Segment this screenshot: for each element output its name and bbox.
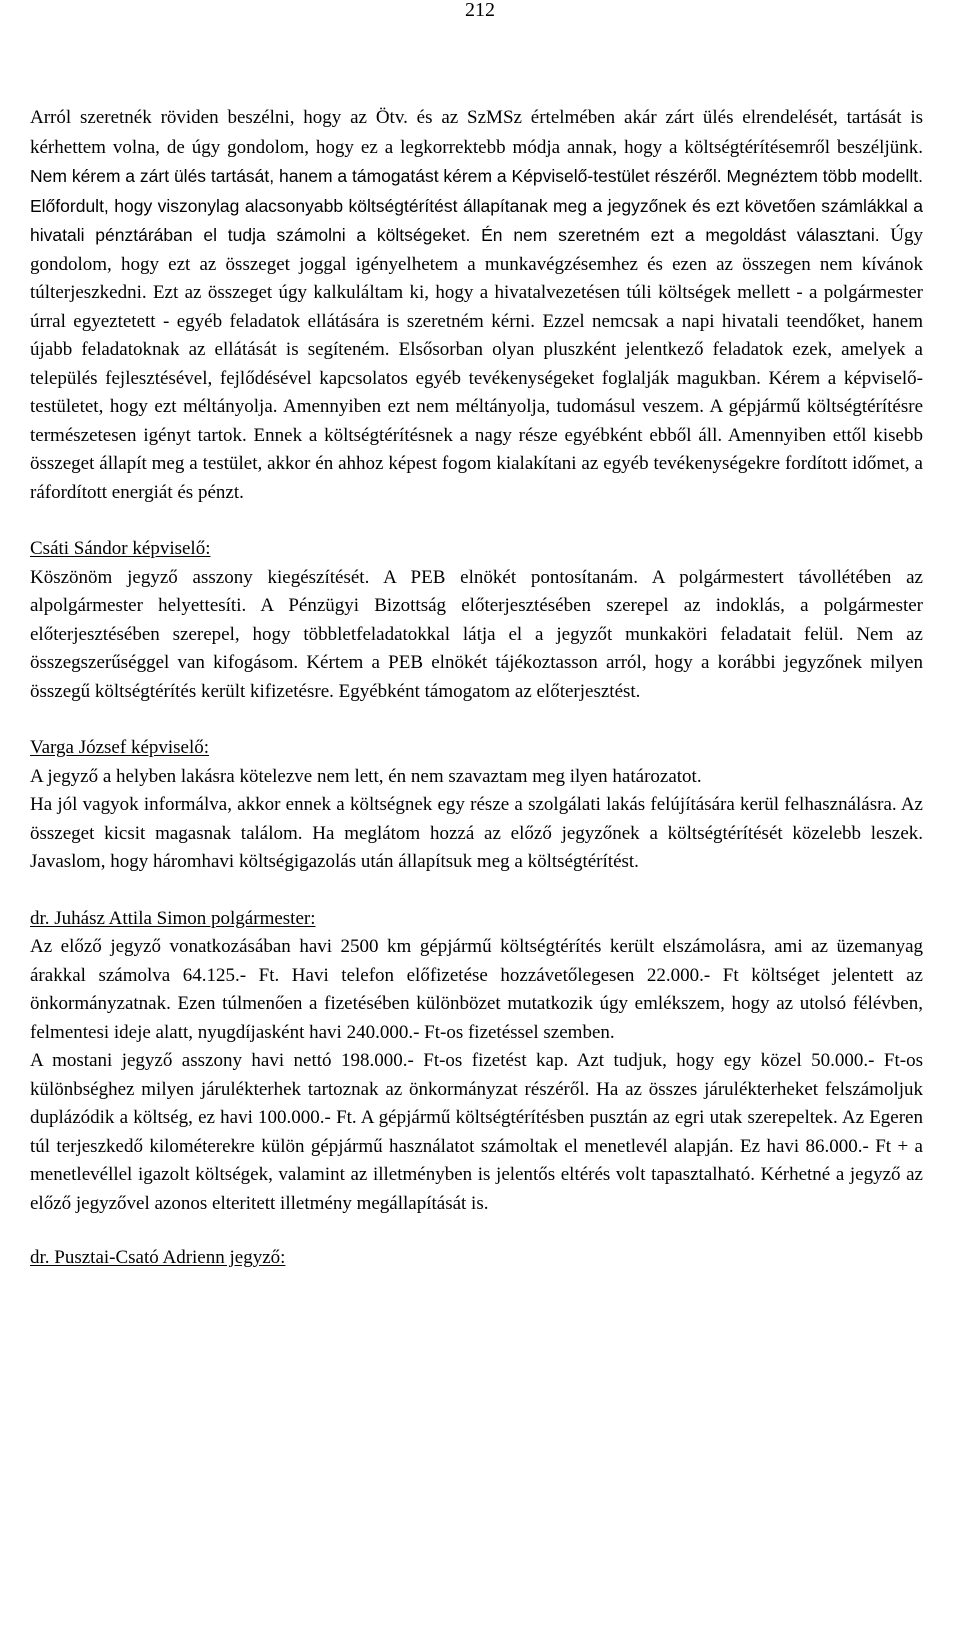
page-number: 212 [465,0,495,21]
section-gap [30,507,923,535]
speech-paragraph: Ha jól vagyok informálva, akkor ennek a költségnek egy része a szolgálati lakás felújítására kerül felhasználásra. Az összeget kicsit magasnak találom. Ha meglátom hozzá az előző jegyzőnek a költségtérítését közelebb leszek. Javaslom, hogy háromhavi költségigazolás után állapítsuk meg a költségtérítést. [30,794,923,872]
intro-text-serif-1: Arról szeretnék röviden beszélni, hogy az Ötv. és az SzMSz értelmében akár zárt ülés elrendelését, tartását is kérhettem volna, de úgy gondolom, hogy ez a legkorrektebb módja annak, hogy a költségtérítésemről beszéljünk. [30,107,923,158]
intro-text-sans: Nem kérem a zárt ülés tartását, hanem a támogatást kérem a Képviselő-testület részéről. Megnéztem több modellt. Előfordult, hogy viszonylag alacsonyabb költségtérítést állapítanak meg a jegyzőnek és ezt követően számlákkal a hivatali pénztárában el tudja számolni a költségeket. Én nem szeretném ezt a megoldást választani. [30,166,923,245]
section-gap [30,706,923,734]
speech-paragraph: A mostani jegyző asszony havi nettó 198.000.- Ft-os fizetést kap. Azt tudjuk, hogy egy közel 50.000.- Ft-os különbséghez milyen járulékterhek tartoznak az önkormányzat részéről. Ha az összes járulékterheket felszámoljuk duplázódik a költség, ez havi 100.000.- Ft. A gépjármű költségtérítésben pusztán az egri utak szerepeltek. Az Egeren túl terjeszkedő kilométerekre külön gépjármű használatot számoltak el menetlevél alapján. Ez havi 86.000.- Ft + a menetlevéllel igazolt költségek, valamint az illetményben is jelentős eltérés volt tapasztalható. Kérhetné a jegyző az előző jegyzővel azonos elteritett illetmény megállapítását is. [30,1050,923,1214]
section-gap [30,877,923,905]
speech-paragraph: Az előző jegyző vonatkozásában havi 2500 km gépjármű költségtérítés került elszámolásra, ami az üzemanyag árakkal számolva 64.125.- Ft. Havi telefon előfizetése hozzávetőlegesen 22.000.- Ft költséget jelentett az önkormányzatnak. Ezen túlmenően a fizetésében különbözet mutatkozik úgy emlékszem, hogy az utolsó félévben, felmentesi ideje alatt, nyugdíjasként havi 240.000.- Ft-os fizetéssel szemben. [30,936,923,1043]
intro-paragraph [30,104,923,507]
intro-text-serif-2: Úgy gondolom, hogy ezt az összeget joggal igényelhetem a munkavégzésemhez és ezen az összegen nem kívánok túlterjeszkedni. Ezt az összeget úgy kalkuláltam ki, hogy a hivatalvezetésen túli költségek mellett - a polgármester úrral egyeztetett - egyéb feladatok ellátására is szeretném kérni. Ezzel nemcsak a napi hivatali teendőket, hanem újabb feladatoknak az ellátását is segíteném. Elsősorban olyan pluszként jelentkező feladatok ezek, amelyek a település fejlesztésével, fejlődésével kapcsolatos egyéb tevékenységeket foglalják magukban. Kérem a képviselő-testületet, hogy ezt méltányolja. Amennyiben ezt nem méltányolja, tudomásul veszem. A gépjármű költségtérítésre természetesen igényt tartok. Ennek a költségtérítésnek a nagy része egyébként ebből áll. Amennyiben ettől kisebb összeget állapít meg a testület, akkor én ahhoz képest fogom kialakítani az egyéb tevékenységekre fordított időmet, a ráfordított energiát és pénzt. [30,225,923,503]
speaker-heading-csati: Csáti Sándor képviselő: [30,538,211,559]
document-body [30,104,923,1273]
speaker-heading-varga: Varga József képviselő: [30,737,210,758]
speech-paragraph: A jegyző a helyben lakásra kötelezve nem lett, én nem szavaztam meg ilyen határozatot. [30,765,702,787]
speech-paragraph: Köszönöm jegyző asszony kiegészítését. A PEB elnökét pontosítanám. A polgármestert távollétében az alpolgármester helyettesíti. A Pénzügyi Bizottság előterjesztésében szerepel az indoklás, a polgármester előterjesztésében szerepel, hogy többletfeladatokkal látja el a jegyzőt munkaköri feladatait felül. Nem az összegszerűséggel van kifogásom. Kértem a PEB elnökét tájékoztasson arról, hogy a korábbi jegyzőnek milyen összegű költségtérítés került kifizetésre. Egyébként támogatom az előterjesztést. [30,566,923,702]
section-gap [30,1218,923,1244]
speaker-heading-juhasz: dr. Juhász Attila Simon polgármester: [30,907,316,929]
speaker-heading-pusztai: dr. Pusztai-Csató Adrienn jegyző: [30,1247,286,1268]
